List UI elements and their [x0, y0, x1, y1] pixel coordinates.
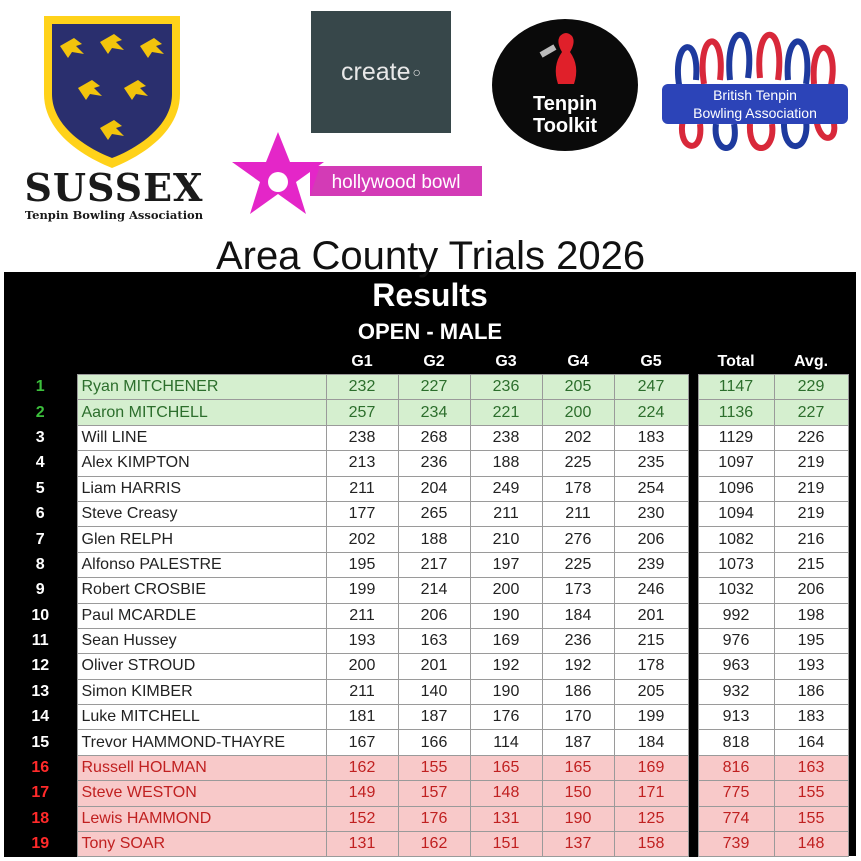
game5-score-cell: 230 — [614, 501, 688, 526]
game2-score-cell: 201 — [398, 654, 470, 679]
average-score-cell: 226 — [774, 425, 848, 450]
total-score-cell: 1032 — [698, 578, 774, 603]
game2-score-cell: 234 — [398, 400, 470, 425]
game2-score-cell: 227 — [398, 375, 470, 400]
total-score-cell: 976 — [698, 628, 774, 653]
hollywood-logo-text: hollywood bowl — [331, 172, 461, 193]
game3-score-cell: 210 — [470, 527, 542, 552]
total-score-cell: 932 — [698, 679, 774, 704]
total-score-cell: 775 — [698, 781, 774, 806]
game5-score-cell: 239 — [614, 552, 688, 577]
toolkit-logo-line2: Toolkit — [532, 115, 598, 137]
total-score-cell: 913 — [698, 705, 774, 730]
game4-score-cell: 170 — [542, 705, 614, 730]
average-score-cell: 198 — [774, 603, 848, 628]
column-gap — [688, 654, 698, 679]
player-name-cell: Oliver STROUD — [77, 654, 326, 679]
total-score-cell: 1136 — [698, 400, 774, 425]
game4-score-cell: 184 — [542, 603, 614, 628]
player-name-cell: Simon KIMBER — [77, 679, 326, 704]
position-cell: 2 — [4, 400, 77, 425]
game5-score-cell: 205 — [614, 679, 688, 704]
column-header-g3: G3 — [495, 353, 517, 370]
average-score-cell: 216 — [774, 527, 848, 552]
player-name-cell: Tony SOAR — [77, 832, 326, 857]
position-cell: 10 — [4, 603, 77, 628]
game5-score-cell: 206 — [614, 527, 688, 552]
game1-score-cell: 211 — [326, 679, 398, 704]
total-score-cell: 1096 — [698, 476, 774, 501]
game5-score-cell: 178 — [614, 654, 688, 679]
results-heading: Results — [372, 277, 488, 313]
average-score-cell: 155 — [774, 806, 848, 831]
game4-score-cell: 225 — [542, 451, 614, 476]
total-score-cell: 816 — [698, 755, 774, 780]
game4-score-cell: 173 — [542, 578, 614, 603]
column-gap — [688, 451, 698, 476]
total-score-cell: 992 — [698, 603, 774, 628]
game3-score-cell: 211 — [470, 501, 542, 526]
position-cell: 8 — [4, 552, 77, 577]
game5-score-cell: 125 — [614, 806, 688, 831]
position-cell: 18 — [4, 806, 77, 831]
column-gap — [688, 527, 698, 552]
create-logo-dot: ○ — [412, 64, 421, 80]
game2-score-cell: 166 — [398, 730, 470, 755]
table-row — [4, 806, 848, 831]
table-row — [4, 628, 848, 653]
game1-score-cell: 200 — [326, 654, 398, 679]
game2-score-cell: 187 — [398, 705, 470, 730]
sussex-shield-logo — [38, 10, 186, 172]
player-name-cell: Steve Creasy — [77, 501, 326, 526]
sussex-logo-subtitle: Tenpin Bowling Association — [24, 208, 204, 222]
column-gap — [688, 755, 698, 780]
table-row — [4, 425, 848, 450]
results-board — [4, 272, 856, 856]
player-name-cell: Trevor HAMMOND-THAYRE — [77, 730, 326, 755]
game5-score-cell: 199 — [614, 705, 688, 730]
game5-score-cell: 224 — [614, 400, 688, 425]
game1-score-cell: 257 — [326, 400, 398, 425]
game2-score-cell: 236 — [398, 451, 470, 476]
game1-score-cell: 149 — [326, 781, 398, 806]
column-gap — [688, 501, 698, 526]
game4-score-cell: 276 — [542, 527, 614, 552]
position-cell: 14 — [4, 705, 77, 730]
game2-score-cell: 155 — [398, 755, 470, 780]
total-score-cell: 1073 — [698, 552, 774, 577]
game2-score-cell: 214 — [398, 578, 470, 603]
average-score-cell: 193 — [774, 654, 848, 679]
game2-score-cell: 268 — [398, 425, 470, 450]
column-gap — [688, 603, 698, 628]
game2-score-cell: 157 — [398, 781, 470, 806]
column-header-g1: G1 — [351, 353, 373, 370]
table-row — [4, 755, 848, 780]
game3-score-cell: 131 — [470, 806, 542, 831]
game3-score-cell: 176 — [470, 705, 542, 730]
total-score-cell: 1097 — [698, 451, 774, 476]
player-name-cell: Luke MITCHELL — [77, 705, 326, 730]
table-row — [4, 501, 848, 526]
total-score-cell: 774 — [698, 806, 774, 831]
column-gap — [688, 806, 698, 831]
game3-score-cell: 200 — [470, 578, 542, 603]
average-score-cell: 215 — [774, 552, 848, 577]
game4-score-cell: 211 — [542, 501, 614, 526]
position-cell: 9 — [4, 578, 77, 603]
game3-score-cell: 190 — [470, 679, 542, 704]
game2-score-cell: 204 — [398, 476, 470, 501]
player-name-cell: Will LINE — [77, 425, 326, 450]
toolkit-logo-line1: Tenpin — [532, 93, 598, 115]
game1-score-cell: 211 — [326, 476, 398, 501]
column-header-g4: G4 — [567, 353, 589, 370]
table-row — [4, 679, 848, 704]
game5-score-cell: 215 — [614, 628, 688, 653]
column-gap — [688, 476, 698, 501]
game2-score-cell: 163 — [398, 628, 470, 653]
game2-score-cell: 176 — [398, 806, 470, 831]
game1-score-cell: 162 — [326, 755, 398, 780]
game3-score-cell: 188 — [470, 451, 542, 476]
average-score-cell: 183 — [774, 705, 848, 730]
table-row — [4, 705, 848, 730]
position-cell: 19 — [4, 832, 77, 857]
table-row — [4, 832, 848, 857]
total-score-cell: 1082 — [698, 527, 774, 552]
table-row — [4, 527, 848, 552]
column-gap — [688, 578, 698, 603]
game4-score-cell: 137 — [542, 832, 614, 857]
table-row — [4, 730, 848, 755]
player-name-cell: Paul MCARDLE — [77, 603, 326, 628]
game3-score-cell: 192 — [470, 654, 542, 679]
column-header-g2: G2 — [423, 353, 445, 370]
create-logo — [311, 11, 451, 133]
game3-score-cell: 169 — [470, 628, 542, 653]
game1-score-cell: 152 — [326, 806, 398, 831]
game3-score-cell: 165 — [470, 755, 542, 780]
game1-score-cell: 211 — [326, 603, 398, 628]
game3-score-cell: 221 — [470, 400, 542, 425]
game3-score-cell: 197 — [470, 552, 542, 577]
player-name-cell: Alex KIMPTON — [77, 451, 326, 476]
game2-score-cell: 265 — [398, 501, 470, 526]
column-gap — [688, 832, 698, 857]
game2-score-cell: 140 — [398, 679, 470, 704]
player-name-cell: Russell HOLMAN — [77, 755, 326, 780]
game2-score-cell: 162 — [398, 832, 470, 857]
total-score-cell: 963 — [698, 654, 774, 679]
average-score-cell: 229 — [774, 375, 848, 400]
game5-score-cell: 171 — [614, 781, 688, 806]
player-name-cell: Robert CROSBIE — [77, 578, 326, 603]
btba-logo — [660, 20, 850, 158]
game3-score-cell: 190 — [470, 603, 542, 628]
game3-score-cell: 249 — [470, 476, 542, 501]
game4-score-cell: 186 — [542, 679, 614, 704]
game1-score-cell: 202 — [326, 527, 398, 552]
game4-score-cell: 178 — [542, 476, 614, 501]
total-score-cell: 818 — [698, 730, 774, 755]
total-score-cell: 739 — [698, 832, 774, 857]
game5-score-cell: 246 — [614, 578, 688, 603]
game5-score-cell: 201 — [614, 603, 688, 628]
sussex-logo-name: SUSSEX — [24, 165, 204, 210]
column-gap — [688, 679, 698, 704]
game3-score-cell: 114 — [470, 730, 542, 755]
average-score-cell: 195 — [774, 628, 848, 653]
column-gap — [688, 705, 698, 730]
game3-score-cell: 236 — [470, 375, 542, 400]
game1-score-cell: 193 — [326, 628, 398, 653]
column-gap — [688, 400, 698, 425]
game1-score-cell: 131 — [326, 832, 398, 857]
hollywood-bowl-logo — [226, 130, 488, 216]
game4-score-cell: 205 — [542, 375, 614, 400]
position-cell: 7 — [4, 527, 77, 552]
game5-score-cell: 184 — [614, 730, 688, 755]
position-cell: 6 — [4, 501, 77, 526]
position-cell: 11 — [4, 628, 77, 653]
game3-score-cell: 238 — [470, 425, 542, 450]
total-score-cell: 1129 — [698, 425, 774, 450]
average-score-cell: 219 — [774, 476, 848, 501]
column-header-avg: Avg. — [793, 353, 829, 370]
game4-score-cell: 225 — [542, 552, 614, 577]
player-name-cell: Ryan MITCHENER — [77, 375, 326, 400]
table-row — [4, 451, 848, 476]
position-cell: 1 — [4, 375, 77, 400]
game3-score-cell: 151 — [470, 832, 542, 857]
game1-score-cell: 213 — [326, 451, 398, 476]
position-cell: 17 — [4, 781, 77, 806]
average-score-cell: 219 — [774, 501, 848, 526]
game4-score-cell: 202 — [542, 425, 614, 450]
table-row — [4, 578, 848, 603]
game1-score-cell: 195 — [326, 552, 398, 577]
game4-score-cell: 190 — [542, 806, 614, 831]
column-gap — [688, 425, 698, 450]
game5-score-cell: 247 — [614, 375, 688, 400]
average-score-cell: 227 — [774, 400, 848, 425]
results-table — [4, 374, 849, 857]
table-row — [4, 476, 848, 501]
table-row — [4, 603, 848, 628]
game1-score-cell: 199 — [326, 578, 398, 603]
category-heading: OPEN - MALE — [357, 319, 503, 344]
column-header-g5: G5 — [640, 353, 662, 370]
average-score-cell: 219 — [774, 451, 848, 476]
column-gap — [688, 628, 698, 653]
game4-score-cell: 192 — [542, 654, 614, 679]
game2-score-cell: 206 — [398, 603, 470, 628]
position-cell: 5 — [4, 476, 77, 501]
column-gap — [688, 375, 698, 400]
game2-score-cell: 217 — [398, 552, 470, 577]
total-score-cell: 1094 — [698, 501, 774, 526]
game1-score-cell: 238 — [326, 425, 398, 450]
table-row — [4, 781, 848, 806]
btba-logo-line1: British Tenpin — [713, 87, 797, 103]
game1-score-cell: 232 — [326, 375, 398, 400]
btba-logo-line2: Bowling Association — [693, 105, 817, 121]
position-cell: 15 — [4, 730, 77, 755]
player-name-cell: Liam HARRIS — [77, 476, 326, 501]
game4-score-cell: 200 — [542, 400, 614, 425]
page-title: Area County Trials 2026 — [215, 234, 646, 278]
average-score-cell: 164 — [774, 730, 848, 755]
player-name-cell: Lewis HAMMOND — [77, 806, 326, 831]
game1-score-cell: 177 — [326, 501, 398, 526]
position-cell: 4 — [4, 451, 77, 476]
tenpin-toolkit-logo — [490, 18, 640, 152]
table-row — [4, 654, 848, 679]
game5-score-cell: 254 — [614, 476, 688, 501]
player-name-cell: Aaron MITCHELL — [77, 400, 326, 425]
total-score-cell: 1147 — [698, 375, 774, 400]
table-row — [4, 552, 848, 577]
player-name-cell: Sean Hussey — [77, 628, 326, 653]
game4-score-cell: 165 — [542, 755, 614, 780]
average-score-cell: 163 — [774, 755, 848, 780]
column-gap — [688, 730, 698, 755]
create-logo-text: create — [341, 57, 411, 86]
game5-score-cell: 169 — [614, 755, 688, 780]
table-row — [4, 400, 848, 425]
game4-score-cell: 187 — [542, 730, 614, 755]
table-row — [4, 375, 848, 400]
average-score-cell: 148 — [774, 832, 848, 857]
average-score-cell: 206 — [774, 578, 848, 603]
game5-score-cell: 235 — [614, 451, 688, 476]
player-name-cell: Alfonso PALESTRE — [77, 552, 326, 577]
game5-score-cell: 183 — [614, 425, 688, 450]
position-cell: 16 — [4, 755, 77, 780]
position-cell: 13 — [4, 679, 77, 704]
game5-score-cell: 158 — [614, 832, 688, 857]
average-score-cell: 155 — [774, 781, 848, 806]
column-gap — [688, 781, 698, 806]
game1-score-cell: 167 — [326, 730, 398, 755]
average-score-cell: 186 — [774, 679, 848, 704]
game4-score-cell: 236 — [542, 628, 614, 653]
column-header-total: Total — [717, 353, 755, 370]
game3-score-cell: 148 — [470, 781, 542, 806]
position-cell: 3 — [4, 425, 77, 450]
game4-score-cell: 150 — [542, 781, 614, 806]
player-name-cell: Glen RELPH — [77, 527, 326, 552]
player-name-cell: Steve WESTON — [77, 781, 326, 806]
game2-score-cell: 188 — [398, 527, 470, 552]
game1-score-cell: 181 — [326, 705, 398, 730]
column-gap — [688, 552, 698, 577]
sponsor-logos — [0, 0, 861, 232]
position-cell: 12 — [4, 654, 77, 679]
